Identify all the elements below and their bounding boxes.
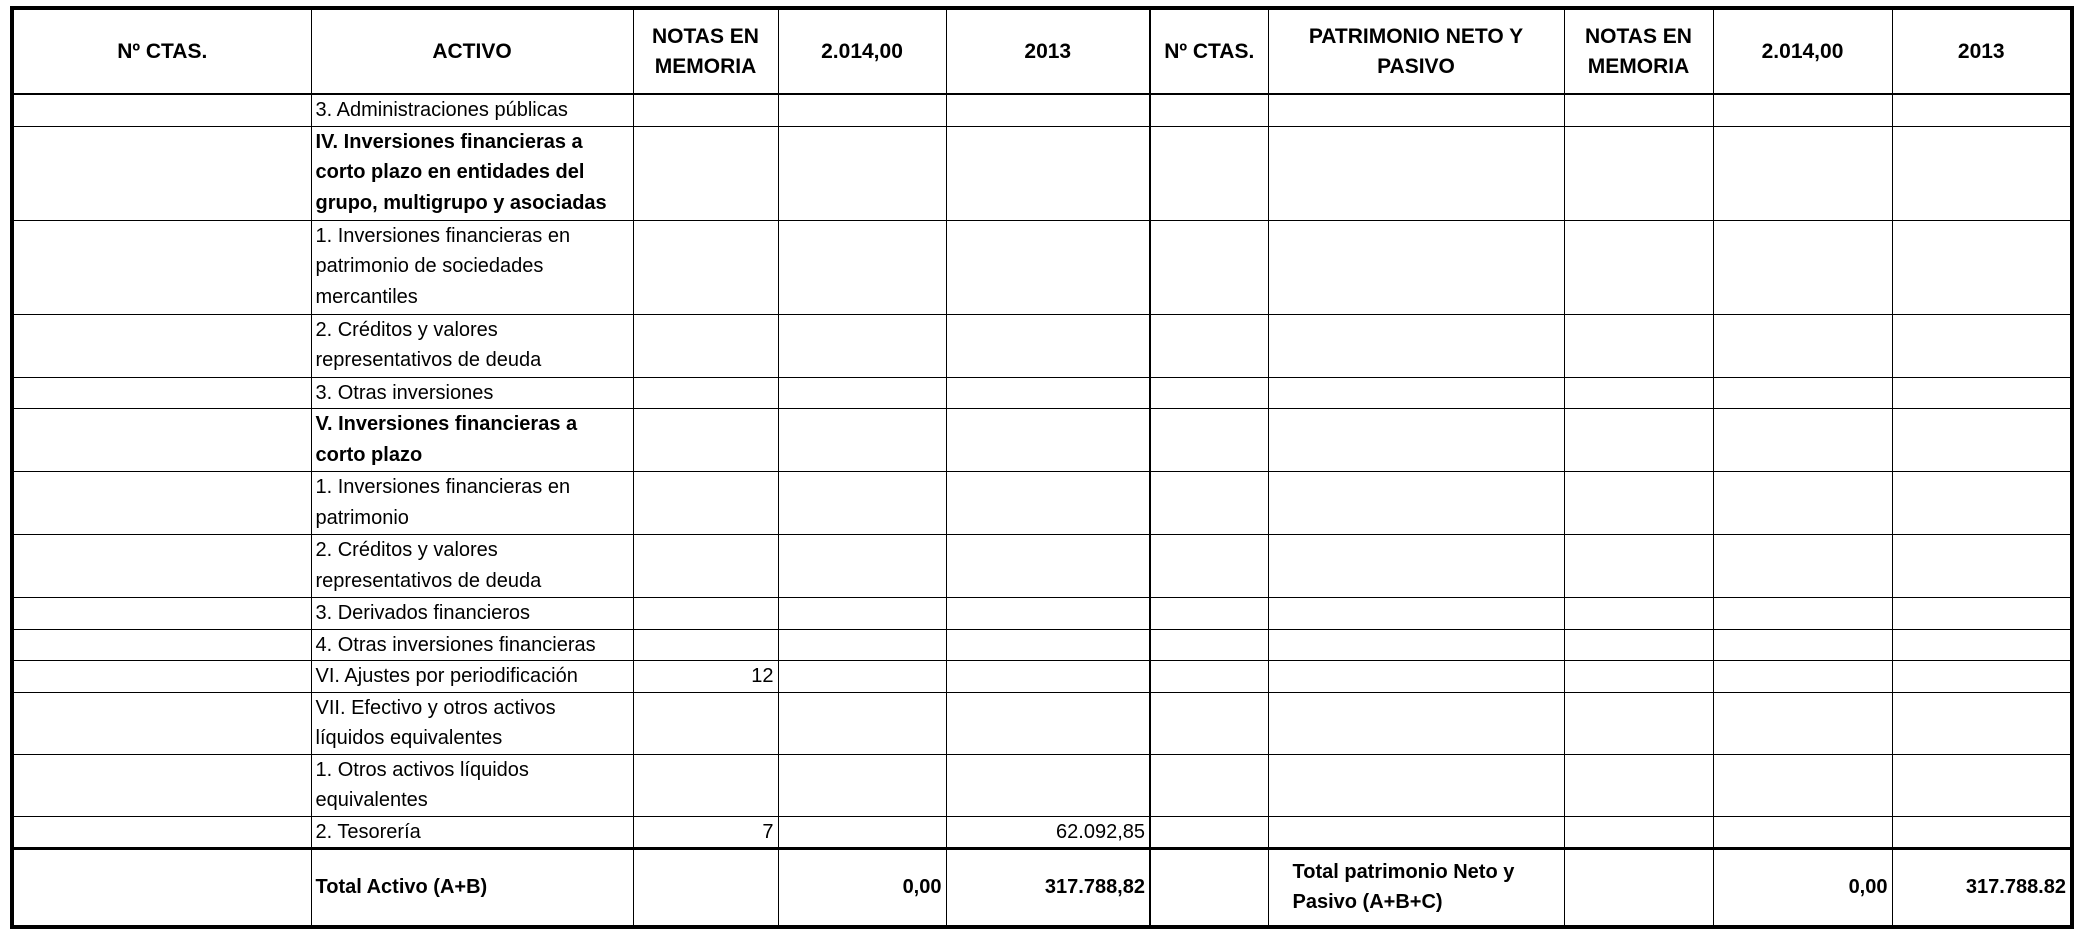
- row-value-2013-right: [1892, 692, 2072, 754]
- table-row: [12, 409, 2072, 472]
- row-cuentas-right: [1150, 598, 1268, 630]
- row-value-2013: [946, 126, 1150, 220]
- row-nota-right: [1564, 472, 1713, 535]
- row-nota-right: [1564, 661, 1713, 693]
- table-row: [12, 472, 2072, 535]
- row-nota-right: [1564, 220, 1713, 314]
- header-cuentas-right: Nº CTAS.: [1150, 8, 1268, 94]
- row-value-2013-right: [1892, 629, 2072, 661]
- row-activo-label: VII. Efectivo y otros activos líquidos equivalentes: [311, 692, 633, 754]
- row-cuentas-right: [1150, 126, 1268, 220]
- header-year-a-left: 2.014,00: [778, 8, 946, 94]
- row-value-2013-right: [1892, 220, 2072, 314]
- row-pasivo-label: [1268, 629, 1564, 661]
- table-row: [12, 126, 2072, 220]
- row-nota: [633, 754, 778, 816]
- row-nota-right: [1564, 754, 1713, 816]
- row-value-2013-right: [1892, 754, 2072, 816]
- row-value-2013: [946, 220, 1150, 314]
- row-activo-label: 2. Créditos y valores representativos de deuda: [311, 535, 633, 598]
- total-activo-2014: 0,00: [778, 849, 946, 927]
- row-nota: [633, 472, 778, 535]
- row-activo-label: 1. Otros activos líquidos equivalentes: [311, 754, 633, 816]
- totals-cuentas-left: [12, 849, 311, 927]
- table-row: [12, 692, 2072, 754]
- row-pasivo-label: [1268, 754, 1564, 816]
- row-value-2014: [778, 314, 946, 377]
- row-cuentas-left: [12, 220, 311, 314]
- row-cuentas-right: [1150, 220, 1268, 314]
- row-cuentas-right: [1150, 377, 1268, 409]
- row-cuentas-left: [12, 409, 311, 472]
- row-cuentas-right: [1150, 94, 1268, 126]
- row-value-2014: [778, 754, 946, 816]
- row-value-2013-right: [1892, 377, 2072, 409]
- row-pasivo-label: [1268, 314, 1564, 377]
- table-row: [12, 598, 2072, 630]
- table-row: [12, 220, 2072, 314]
- row-value-2014-right: [1713, 94, 1892, 126]
- header-row: [12, 8, 2072, 94]
- row-nota: [633, 598, 778, 630]
- row-nota: [633, 692, 778, 754]
- totals-cuentas-right: [1150, 849, 1268, 927]
- row-cuentas-right: [1150, 754, 1268, 816]
- row-value-2014: [778, 598, 946, 630]
- header-year-b-left: 2013: [946, 8, 1150, 94]
- row-value-2013-right: [1892, 472, 2072, 535]
- header-activo: ACTIVO: [311, 8, 633, 94]
- row-value-2013: [946, 598, 1150, 630]
- row-cuentas-left: [12, 377, 311, 409]
- row-cuentas-left: [12, 661, 311, 693]
- total-pasivo-label: Total patrimonio Neto y Pasivo (A+B+C): [1268, 849, 1564, 927]
- row-value-2014: [778, 377, 946, 409]
- row-nota-right: [1564, 94, 1713, 126]
- row-value-2013-right: [1892, 598, 2072, 630]
- row-value-2013: [946, 94, 1150, 126]
- table-row: [12, 377, 2072, 409]
- row-cuentas-right: [1150, 661, 1268, 693]
- row-value-2014-right: [1713, 629, 1892, 661]
- row-value-2014-right: [1713, 314, 1892, 377]
- row-value-2013: [946, 314, 1150, 377]
- row-cuentas-right: [1150, 472, 1268, 535]
- row-activo-label: V. Inversiones financieras a corto plazo: [311, 409, 633, 472]
- row-nota: [633, 409, 778, 472]
- row-activo-label: 2. Créditos y valores representativos de deuda: [311, 314, 633, 377]
- totals-notas-right: [1564, 849, 1713, 927]
- row-value-2013: [946, 535, 1150, 598]
- table-row: [12, 816, 2072, 849]
- row-activo-label: 3. Derivados financieros: [311, 598, 633, 630]
- row-nota-right: [1564, 126, 1713, 220]
- row-nota-right: [1564, 409, 1713, 472]
- row-nota-right: [1564, 692, 1713, 754]
- row-cuentas-left: [12, 754, 311, 816]
- row-value-2014: [778, 126, 946, 220]
- row-nota-right: [1564, 598, 1713, 630]
- row-value-2014: [778, 661, 946, 693]
- row-nota: [633, 377, 778, 409]
- row-cuentas-left: [12, 472, 311, 535]
- row-value-2014-right: [1713, 661, 1892, 693]
- row-value-2013: [946, 472, 1150, 535]
- header-year-a-right: 2.014,00: [1713, 8, 1892, 94]
- row-value-2014-right: [1713, 472, 1892, 535]
- row-cuentas-right: [1150, 314, 1268, 377]
- row-cuentas-left: [12, 629, 311, 661]
- row-value-2013-right: [1892, 94, 2072, 126]
- row-value-2014-right: [1713, 126, 1892, 220]
- row-pasivo-label: [1268, 598, 1564, 630]
- totals-notas-left: [633, 849, 778, 927]
- header-year-b-right: 2013: [1892, 8, 2072, 94]
- row-cuentas-right: [1150, 816, 1268, 849]
- row-value-2014-right: [1713, 220, 1892, 314]
- row-value-2013-right: [1892, 816, 2072, 849]
- row-pasivo-label: [1268, 409, 1564, 472]
- row-value-2013: [946, 377, 1150, 409]
- row-value-2014-right: [1713, 816, 1892, 849]
- row-nota-right: [1564, 377, 1713, 409]
- row-value-2013: [946, 661, 1150, 693]
- table-row: [12, 629, 2072, 661]
- row-value-2014: [778, 816, 946, 849]
- row-value-2014: [778, 94, 946, 126]
- row-pasivo-label: [1268, 535, 1564, 598]
- row-cuentas-left: [12, 816, 311, 849]
- table-body: [12, 94, 2072, 849]
- row-activo-label: 3. Administraciones públicas: [311, 94, 633, 126]
- row-activo-label: VI. Ajustes por periodificación: [311, 661, 633, 693]
- row-nota: [633, 94, 778, 126]
- row-value-2014: [778, 535, 946, 598]
- row-value-2013: [946, 629, 1150, 661]
- row-nota-right: [1564, 535, 1713, 598]
- row-value-2014-right: [1713, 535, 1892, 598]
- row-pasivo-label: [1268, 94, 1564, 126]
- row-value-2013-right: [1892, 126, 2072, 220]
- row-nota: [633, 629, 778, 661]
- row-nota: [633, 220, 778, 314]
- row-value-2014-right: [1713, 598, 1892, 630]
- balance-sheet-table: [10, 6, 2074, 929]
- totals-row: [12, 849, 2072, 927]
- row-activo-label: 3. Otras inversiones: [311, 377, 633, 409]
- row-cuentas-right: [1150, 535, 1268, 598]
- row-value-2013: [946, 409, 1150, 472]
- row-nota: [633, 535, 778, 598]
- row-cuentas-left: [12, 94, 311, 126]
- row-cuentas-right: [1150, 692, 1268, 754]
- row-value-2014-right: [1713, 692, 1892, 754]
- row-activo-label: 1. Inversiones financieras en patrimonio de sociedades mercantiles: [311, 220, 633, 314]
- row-value-2013: 62.092,85: [946, 816, 1150, 849]
- row-value-2014: [778, 692, 946, 754]
- row-cuentas-left: [12, 314, 311, 377]
- table-row: [12, 754, 2072, 816]
- row-pasivo-label: [1268, 661, 1564, 693]
- row-value-2014: [778, 220, 946, 314]
- row-cuentas-right: [1150, 629, 1268, 661]
- row-value-2013: [946, 754, 1150, 816]
- row-value-2013-right: [1892, 314, 2072, 377]
- row-cuentas-left: [12, 692, 311, 754]
- row-activo-label: 2. Tesorería: [311, 816, 633, 849]
- row-value-2014-right: [1713, 377, 1892, 409]
- row-pasivo-label: [1268, 377, 1564, 409]
- total-activo-label: Total Activo (A+B): [311, 849, 633, 927]
- row-value-2014-right: [1713, 754, 1892, 816]
- total-pasivo-2013: 317.788.82: [1892, 849, 2072, 927]
- row-value-2014-right: [1713, 409, 1892, 472]
- row-activo-label: IV. Inversiones financieras a corto plazo en entidades del grupo, multigrupo y asociadas: [311, 126, 633, 220]
- row-pasivo-label: [1268, 472, 1564, 535]
- table-row: [12, 94, 2072, 126]
- row-nota: [633, 314, 778, 377]
- total-activo-2013: 317.788,82: [946, 849, 1150, 927]
- header-notas-right: NOTAS EN MEMORIA: [1564, 8, 1713, 94]
- row-cuentas-right: [1150, 409, 1268, 472]
- row-nota: 12: [633, 661, 778, 693]
- row-activo-label: 1. Inversiones financieras en patrimonio: [311, 472, 633, 535]
- row-pasivo-label: [1268, 816, 1564, 849]
- header-notas-left: NOTAS EN MEMORIA: [633, 8, 778, 94]
- row-nota-right: [1564, 629, 1713, 661]
- row-value-2014: [778, 472, 946, 535]
- row-nota: 7: [633, 816, 778, 849]
- row-value-2013-right: [1892, 535, 2072, 598]
- row-nota-right: [1564, 314, 1713, 377]
- header-patrimonio: PATRIMONIO NETO Y PASIVO: [1268, 8, 1564, 94]
- table-row: [12, 535, 2072, 598]
- row-pasivo-label: [1268, 220, 1564, 314]
- row-pasivo-label: [1268, 692, 1564, 754]
- row-value-2013-right: [1892, 409, 2072, 472]
- header-cuentas-left: Nº CTAS.: [12, 8, 311, 94]
- row-cuentas-left: [12, 126, 311, 220]
- row-pasivo-label: [1268, 126, 1564, 220]
- table-row: [12, 314, 2072, 377]
- row-value-2013-right: [1892, 661, 2072, 693]
- row-value-2014: [778, 409, 946, 472]
- row-cuentas-left: [12, 598, 311, 630]
- row-value-2013: [946, 692, 1150, 754]
- total-pasivo-2014: 0,00: [1713, 849, 1892, 927]
- table-row: [12, 661, 2072, 693]
- row-nota: [633, 126, 778, 220]
- row-value-2014: [778, 629, 946, 661]
- row-nota-right: [1564, 816, 1713, 849]
- row-activo-label: 4. Otras inversiones financieras: [311, 629, 633, 661]
- row-cuentas-left: [12, 535, 311, 598]
